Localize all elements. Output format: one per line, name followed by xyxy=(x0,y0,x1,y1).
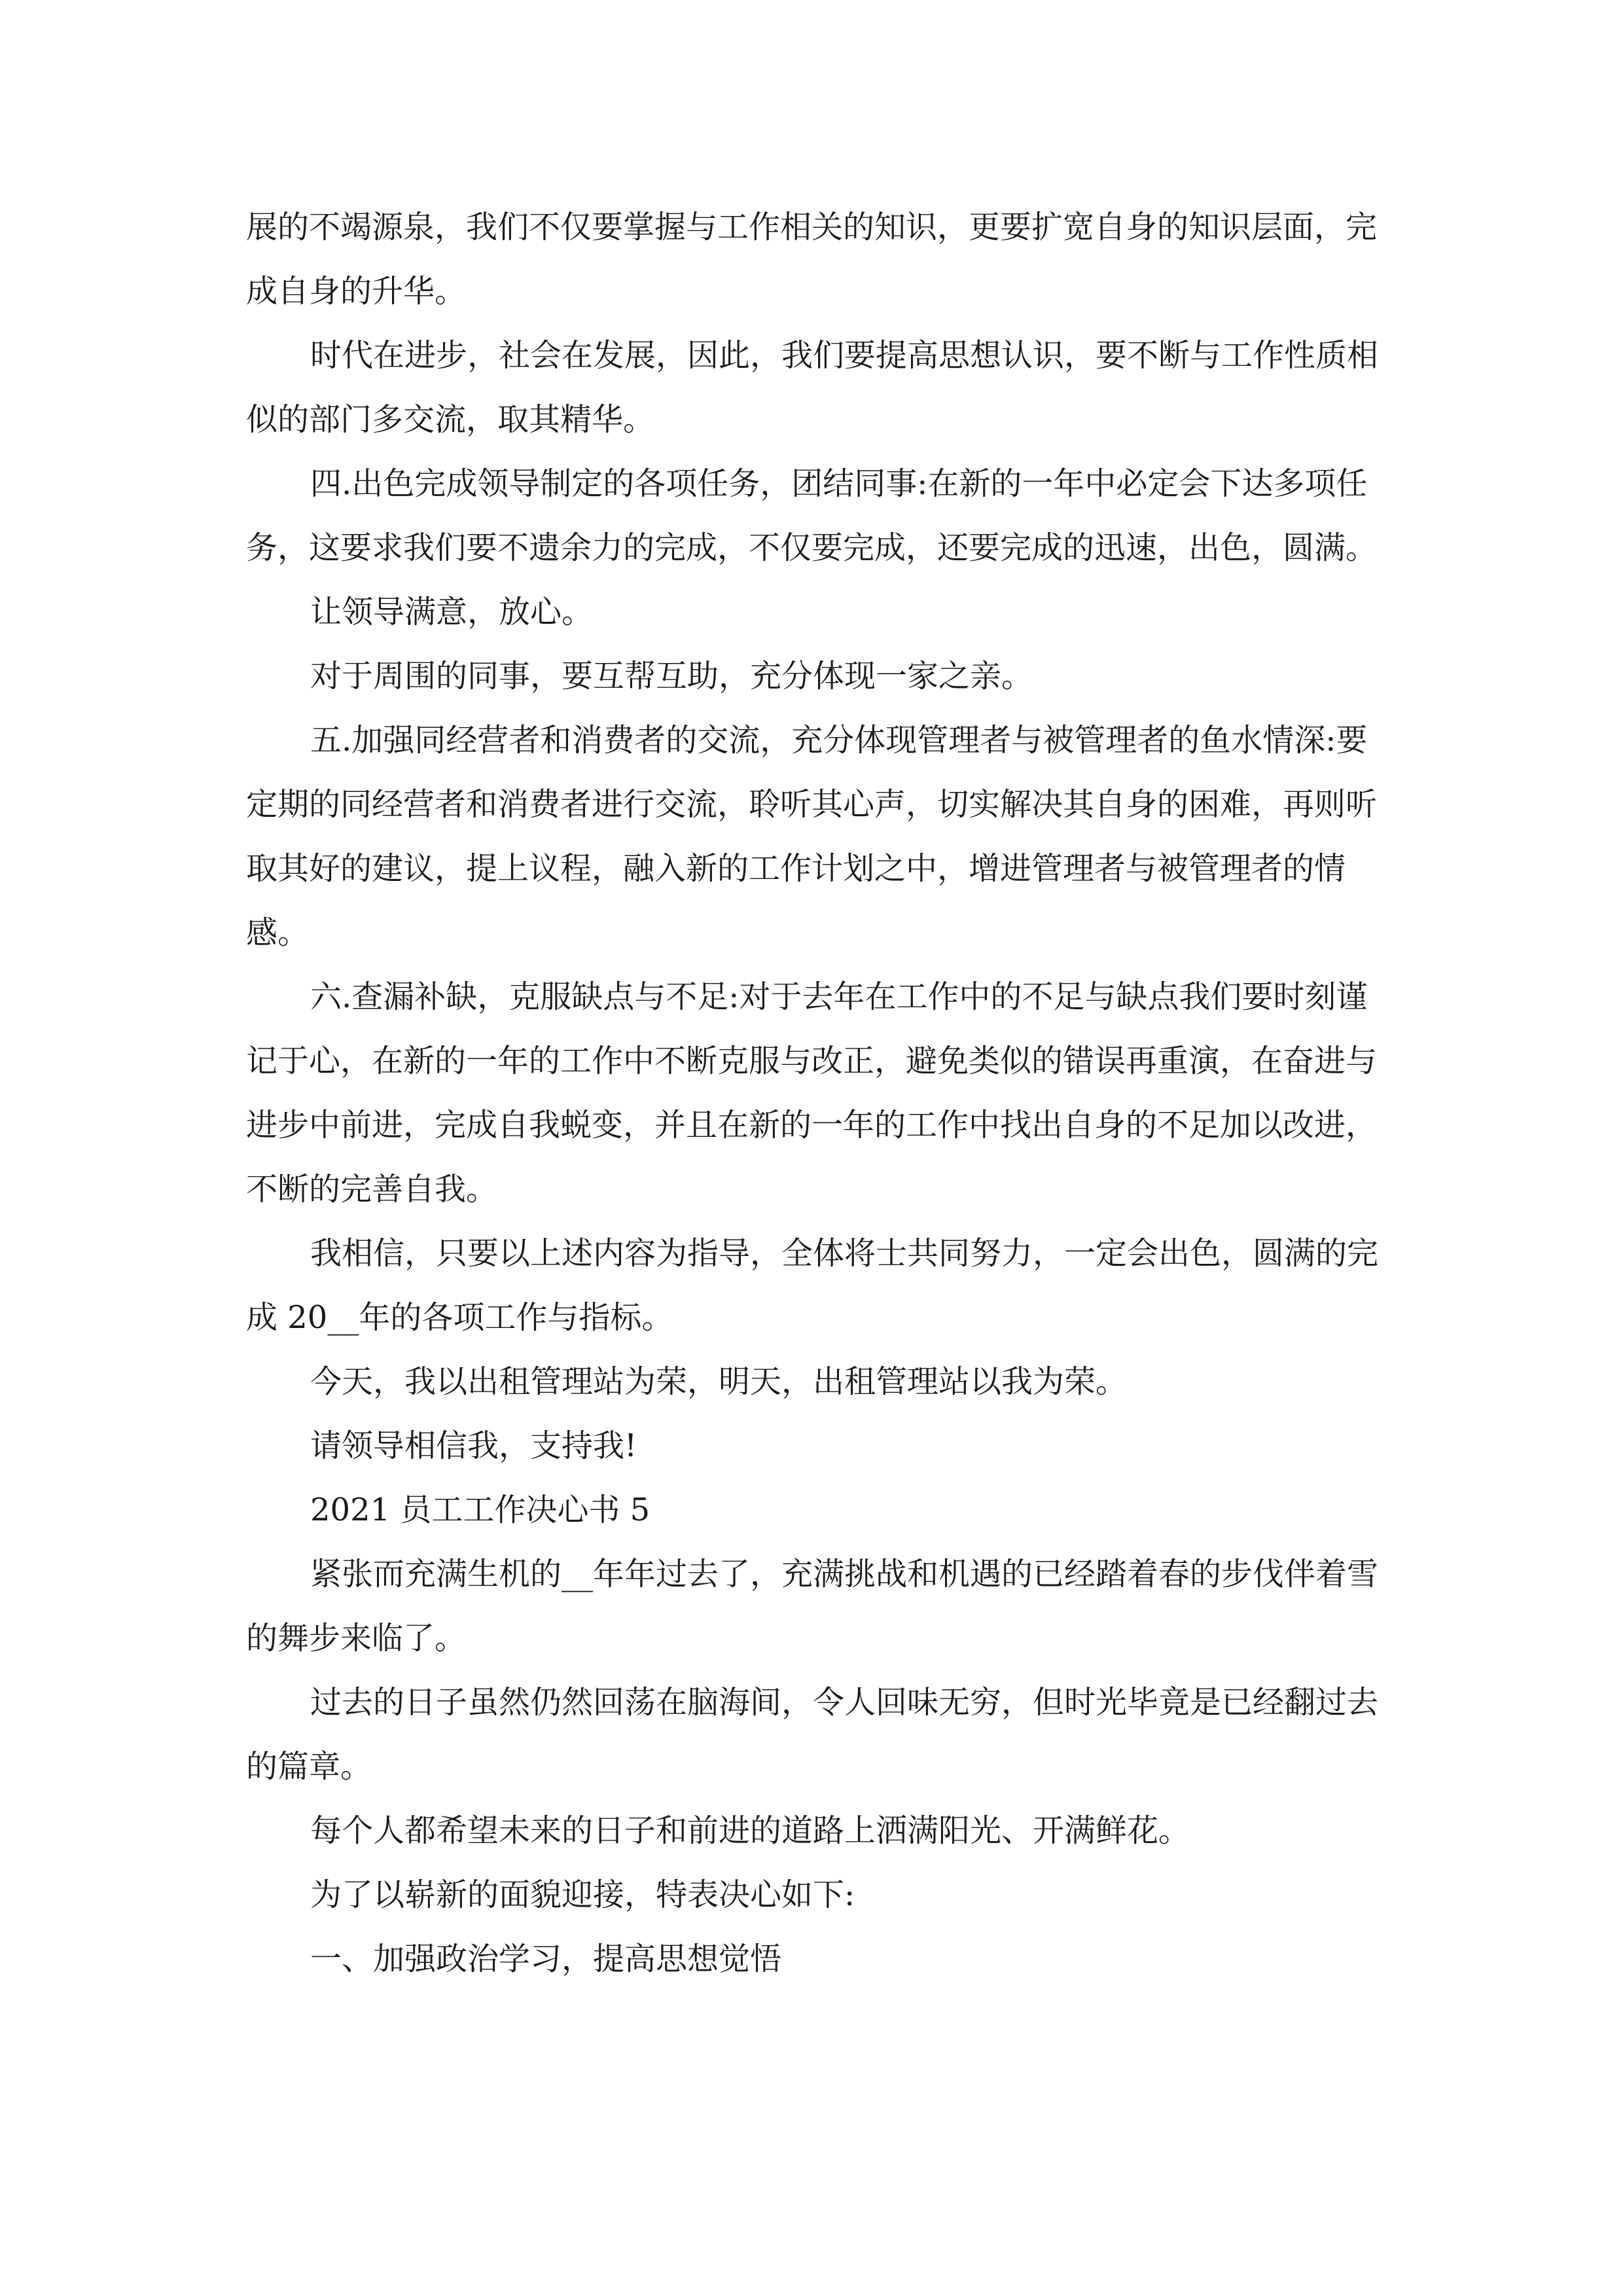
paragraph-9: 今天，我以出租管理站为荣，明天，出租管理站以我为荣。 xyxy=(310,1363,1128,1400)
paragraph-7: 六.查漏补缺，克服缺点与不足:对于去年在工作中的不足与缺点我们要时刻谨记于心，在新的一年的工作中不断克服与改正，避免类似的错误再重演，在奋进与进步中前进，完成自我蜕变，并且在新的一年的工作中找出自身的不足加以改进，不断的完善自我。 xyxy=(246,978,1378,1208)
paragraph-1: 展的不竭源泉，我们不仅要掌握与工作相关的知识，更要扩宽自身的知识层面，完成自身的升华。 xyxy=(246,209,1378,310)
paragraph-15: 为了以崭新的面貌迎接，特表决心如下: xyxy=(310,1876,855,1913)
paragraph-3: 四.出色完成领导制定的各项任务，团结同事:在新的一年中必定会下达多项任务，这要求我们要不遗余力的完成，不仅要完成，还要完成的迅速，出色，圆满。 xyxy=(246,465,1378,566)
paragraph-5: 对于周围的同事，要互帮互助，充分体现一家之亲。 xyxy=(310,658,1033,694)
paragraph-12: 紧张而充满生机的__年年过去了，充满挑战和机遇的已经踏着春的步伐伴着雪的舞步来临了。 xyxy=(246,1556,1379,1657)
paragraph-16: 一、加强政治学习，提高思想觉悟 xyxy=(310,1941,782,1977)
section-heading: 2021 员工工作决心书 5 xyxy=(310,1492,651,1528)
document-body xyxy=(246,195,1385,1991)
paragraph-2: 时代在进步，社会在发展，因此，我们要提高思想认识，要不断与工作性质相似的部门多交流，取其精华。 xyxy=(246,337,1379,438)
paragraph-8: 我相信，只要以上述内容为指导，全体将士共同努力，一定会出色，圆满的完成 20__年的各项工作与指标。 xyxy=(246,1235,1379,1336)
paragraph-4: 让领导满意，放心。 xyxy=(310,594,594,630)
paragraph-6: 五.加强同经营者和消费者的交流，充分体现管理者与被管理者的鱼水情深:要定期的同经营者和消费者进行交流，聆听其心声，切实解决其自身的困难，再则听取其好的建议，提上议程，融入新的工作计划之中，增进管理者与被管理者的情感。 xyxy=(246,722,1378,951)
paragraph-14: 每个人都希望未来的日子和前进的道路上洒满阳光、开满鲜花。 xyxy=(310,1812,1190,1849)
paragraph-10: 请领导相信我，支持我! xyxy=(310,1427,637,1464)
paragraph-13: 过去的日子虽然仍然回荡在脑海间，令人回味无穷，但时光毕竟是已经翻过去的篇章。 xyxy=(246,1684,1379,1785)
